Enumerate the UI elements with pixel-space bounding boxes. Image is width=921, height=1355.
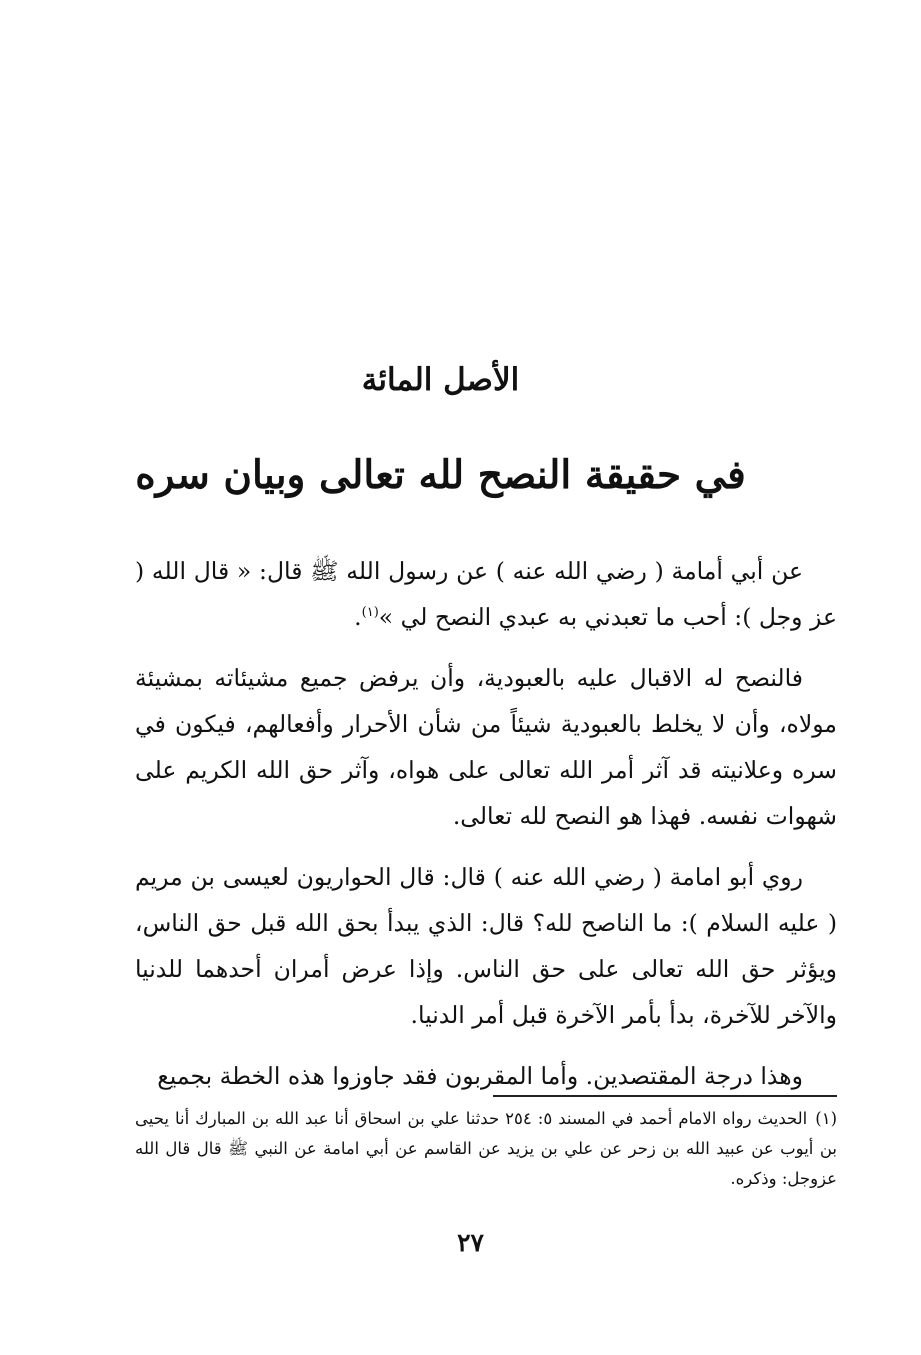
chapter-title: في حقيقة النصح لله تعالى وبيان سره [135, 452, 746, 498]
footnote-marker: (١) [815, 1109, 838, 1128]
page-number: ٢٧ [457, 1228, 484, 1257]
chapter-label: الأصل المائة [361, 362, 520, 398]
paragraph-muqarrabun: وهذا درجة المقتصدين. وأما المقربون فقد جاوزوا هذه الخطة بجميع [157, 1062, 803, 1090]
footnote [135, 1104, 837, 1194]
paragraph-hadith-text: عن أبي أمامة ( رضي الله عنه ) عن رسول الله ﷺ قال: « قال الله ( عز وجل ): أحب ما تعبدني به عبدي النصح لي » [135, 557, 837, 631]
footnote-divider [493, 1095, 837, 1097]
paragraph-explanation: فالنصح له الاقبال عليه بالعبودية، وأن يرفض جميع مشيئاته بمشيئة مولاه، وأن لا يخلط بالعبودية شيئاً من شأن الأحرار وأفعالهم، فيكون في سره وعلانيته قد آثر أمر الله تعالى على هواه، وآثر حق الله الكريم على شهوات نفسه. فهذا هو النصح لله تعالى. [135, 664, 837, 830]
footnote-reference: (١) [361, 605, 379, 621]
sentence-end: . [354, 603, 362, 631]
body-text [135, 548, 837, 1114]
footnote-text: الحديث رواه الامام أحمد في المسند ٥: ٢٥٤ حدثنا علي بن اسحاق أنا عبد الله بن المبارك أنا يحيى بن أيوب عن عبيد الله بن زحر عن علي بن يزيد عن القاسم عن أبي امامة عن النبي ﷺ قال قال الله عزوجل: وذكره. [135, 1109, 837, 1188]
paragraph-hadith [135, 548, 837, 640]
paragraph-hawariyun: روي أبو امامة ( رضي الله عنه ) قال: قال الحواريون لعيسى بن مريم ( عليه السلام ): ما الناصح لله؟ قال: الذي يبدأ بحق الله قبل حق الناس، ويؤثر حق الله تعالى على حق الناس. وإذا عرض أمران أحدهما للدنيا والآخر للآخرة، بدأ بأمر الآخرة قبل أمر الدنيا. [135, 863, 837, 1029]
